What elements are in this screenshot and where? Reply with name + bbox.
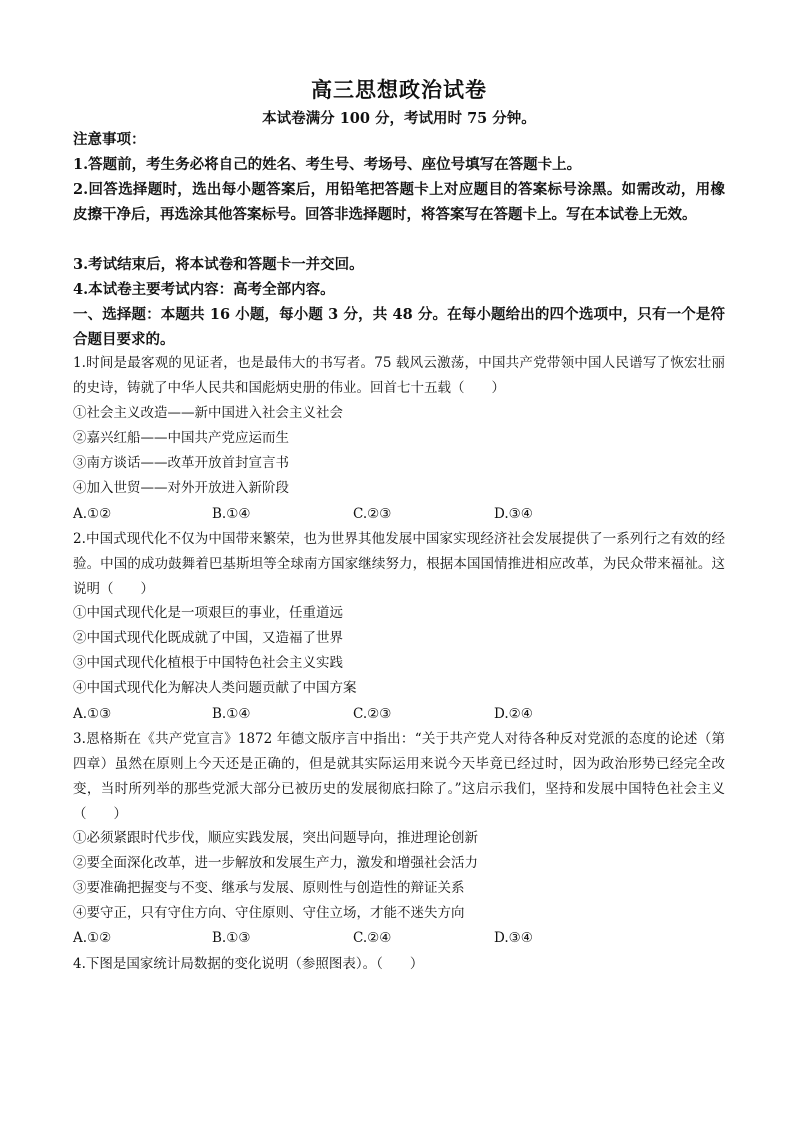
option-a[interactable]: A.①② xyxy=(73,506,112,522)
option-c[interactable]: C.②③ xyxy=(353,706,392,722)
question-stem: 3.恩格斯在《共产党宣言》1872 年德文版序言中指出：“关于共产党人对待各种反对党派的态度的论述（第四章）虽然在原则上今天还是正确的，但是就其实际运用来说今天毕竟已经过时，因为政治形势已经完全改变，当时所列举的那些党派大部分已被历史的发展彻底扫除了。”这启示我们，坚持和发展中国特色社会主义（ ） xyxy=(73,731,725,822)
statement: ④要守正，只有守住方向、守住原则、守住立场，才能不迷失方向 xyxy=(73,905,465,921)
section-heading: 一、选择题：本题共 16 小题，每小题 3 分，共 48 分。在每小题给出的四个选项中，只有一个是符合题目要求的。 xyxy=(73,306,725,348)
option-b[interactable]: B.①④ xyxy=(212,706,251,722)
statement: ①必须紧跟时代步伐，顺应实践发展，突出问题导向，推进理论创新 xyxy=(73,830,478,846)
exam-title: 高三思想政治试卷 xyxy=(311,78,487,102)
note-item: 1.答题前，考生务必将自己的姓名、考生号、考场号、座位号填写在答题卡上。 xyxy=(73,156,582,173)
statement: ③要准确把握变与不变、继承与发展、原则性与创造性的辩证关系 xyxy=(73,880,465,896)
statement: ④中国式现代化为解决人类问题贡献了中国方案 xyxy=(73,680,357,696)
statement: ①中国式现代化是一项艰巨的事业，任重道远 xyxy=(73,605,343,621)
note-item: 4.本试卷主要考试内容：高考全部内容。 xyxy=(73,281,335,298)
option-c[interactable]: C.②③ xyxy=(353,506,392,522)
statement: ②嘉兴红船——中国共产党应运而生 xyxy=(73,430,289,446)
answer-options xyxy=(73,702,725,727)
option-d[interactable]: D.③④ xyxy=(494,930,533,946)
option-d[interactable]: D.③④ xyxy=(494,506,533,522)
answer-options xyxy=(73,502,725,527)
statement: ③中国式现代化植根于中国特色社会主义实践 xyxy=(73,655,343,671)
exam-subtitle: 本试卷满分 100 分，考试用时 75 分钟。 xyxy=(262,110,536,127)
statement: ②要全面深化改革，进一步解放和发展生产力，激发和增强社会活力 xyxy=(73,855,478,871)
notes-heading: 注意事项： xyxy=(73,131,146,148)
statement: ②中国式现代化既成就了中国，又造福了世界 xyxy=(73,630,343,646)
question-stem: 4.下图是国家统计局数据的变化说明（参照图表）。（ ） xyxy=(73,956,424,972)
option-a[interactable]: A.①② xyxy=(73,930,112,946)
statement: ①社会主义改造——新中国进入社会主义社会 xyxy=(73,405,343,421)
answer-options xyxy=(73,926,725,951)
option-b[interactable]: B.①④ xyxy=(212,506,251,522)
option-d[interactable]: D.②④ xyxy=(494,706,533,722)
statement: ③南方谈话——改革开放首封宣言书 xyxy=(73,455,289,471)
note-item: 2.回答选择题时，选出每小题答案后，用铅笔把答题卡上对应题目的答案标号涂黑。如需改动，用橡皮擦干净后，再选涂其他答案标号。回答非选择题时，将答案写在答题卡上。写在本试卷上无效。 xyxy=(73,181,725,223)
option-a[interactable]: A.①③ xyxy=(73,706,112,722)
note-item: 3.考试结束后，将本试卷和答题卡一并交回。 xyxy=(73,256,364,273)
question-stem: 1.时间是最客观的见证者，也是最伟大的书写者。75 载风云激荡，中国共产党带领中国人民谱写了恢宏壮丽的史诗，铸就了中华人民共和国彪炳史册的伟业。回首七十五载（ ） xyxy=(73,355,725,396)
option-c[interactable]: C.②④ xyxy=(353,930,392,946)
statement: ④加入世贸——对外开放进入新阶段 xyxy=(73,480,289,496)
question-stem: 2.中国式现代化不仅为中国带来繁荣，也为世界其他发展中国家实现经济社会发展提供了一系列行之有效的经验。中国的成功鼓舞着巴基斯坦等全球南方国家继续努力，根据本国国情推进相应改革，为民众带来福祉。这说明（ ） xyxy=(73,531,725,597)
option-b[interactable]: B.①③ xyxy=(212,930,251,946)
